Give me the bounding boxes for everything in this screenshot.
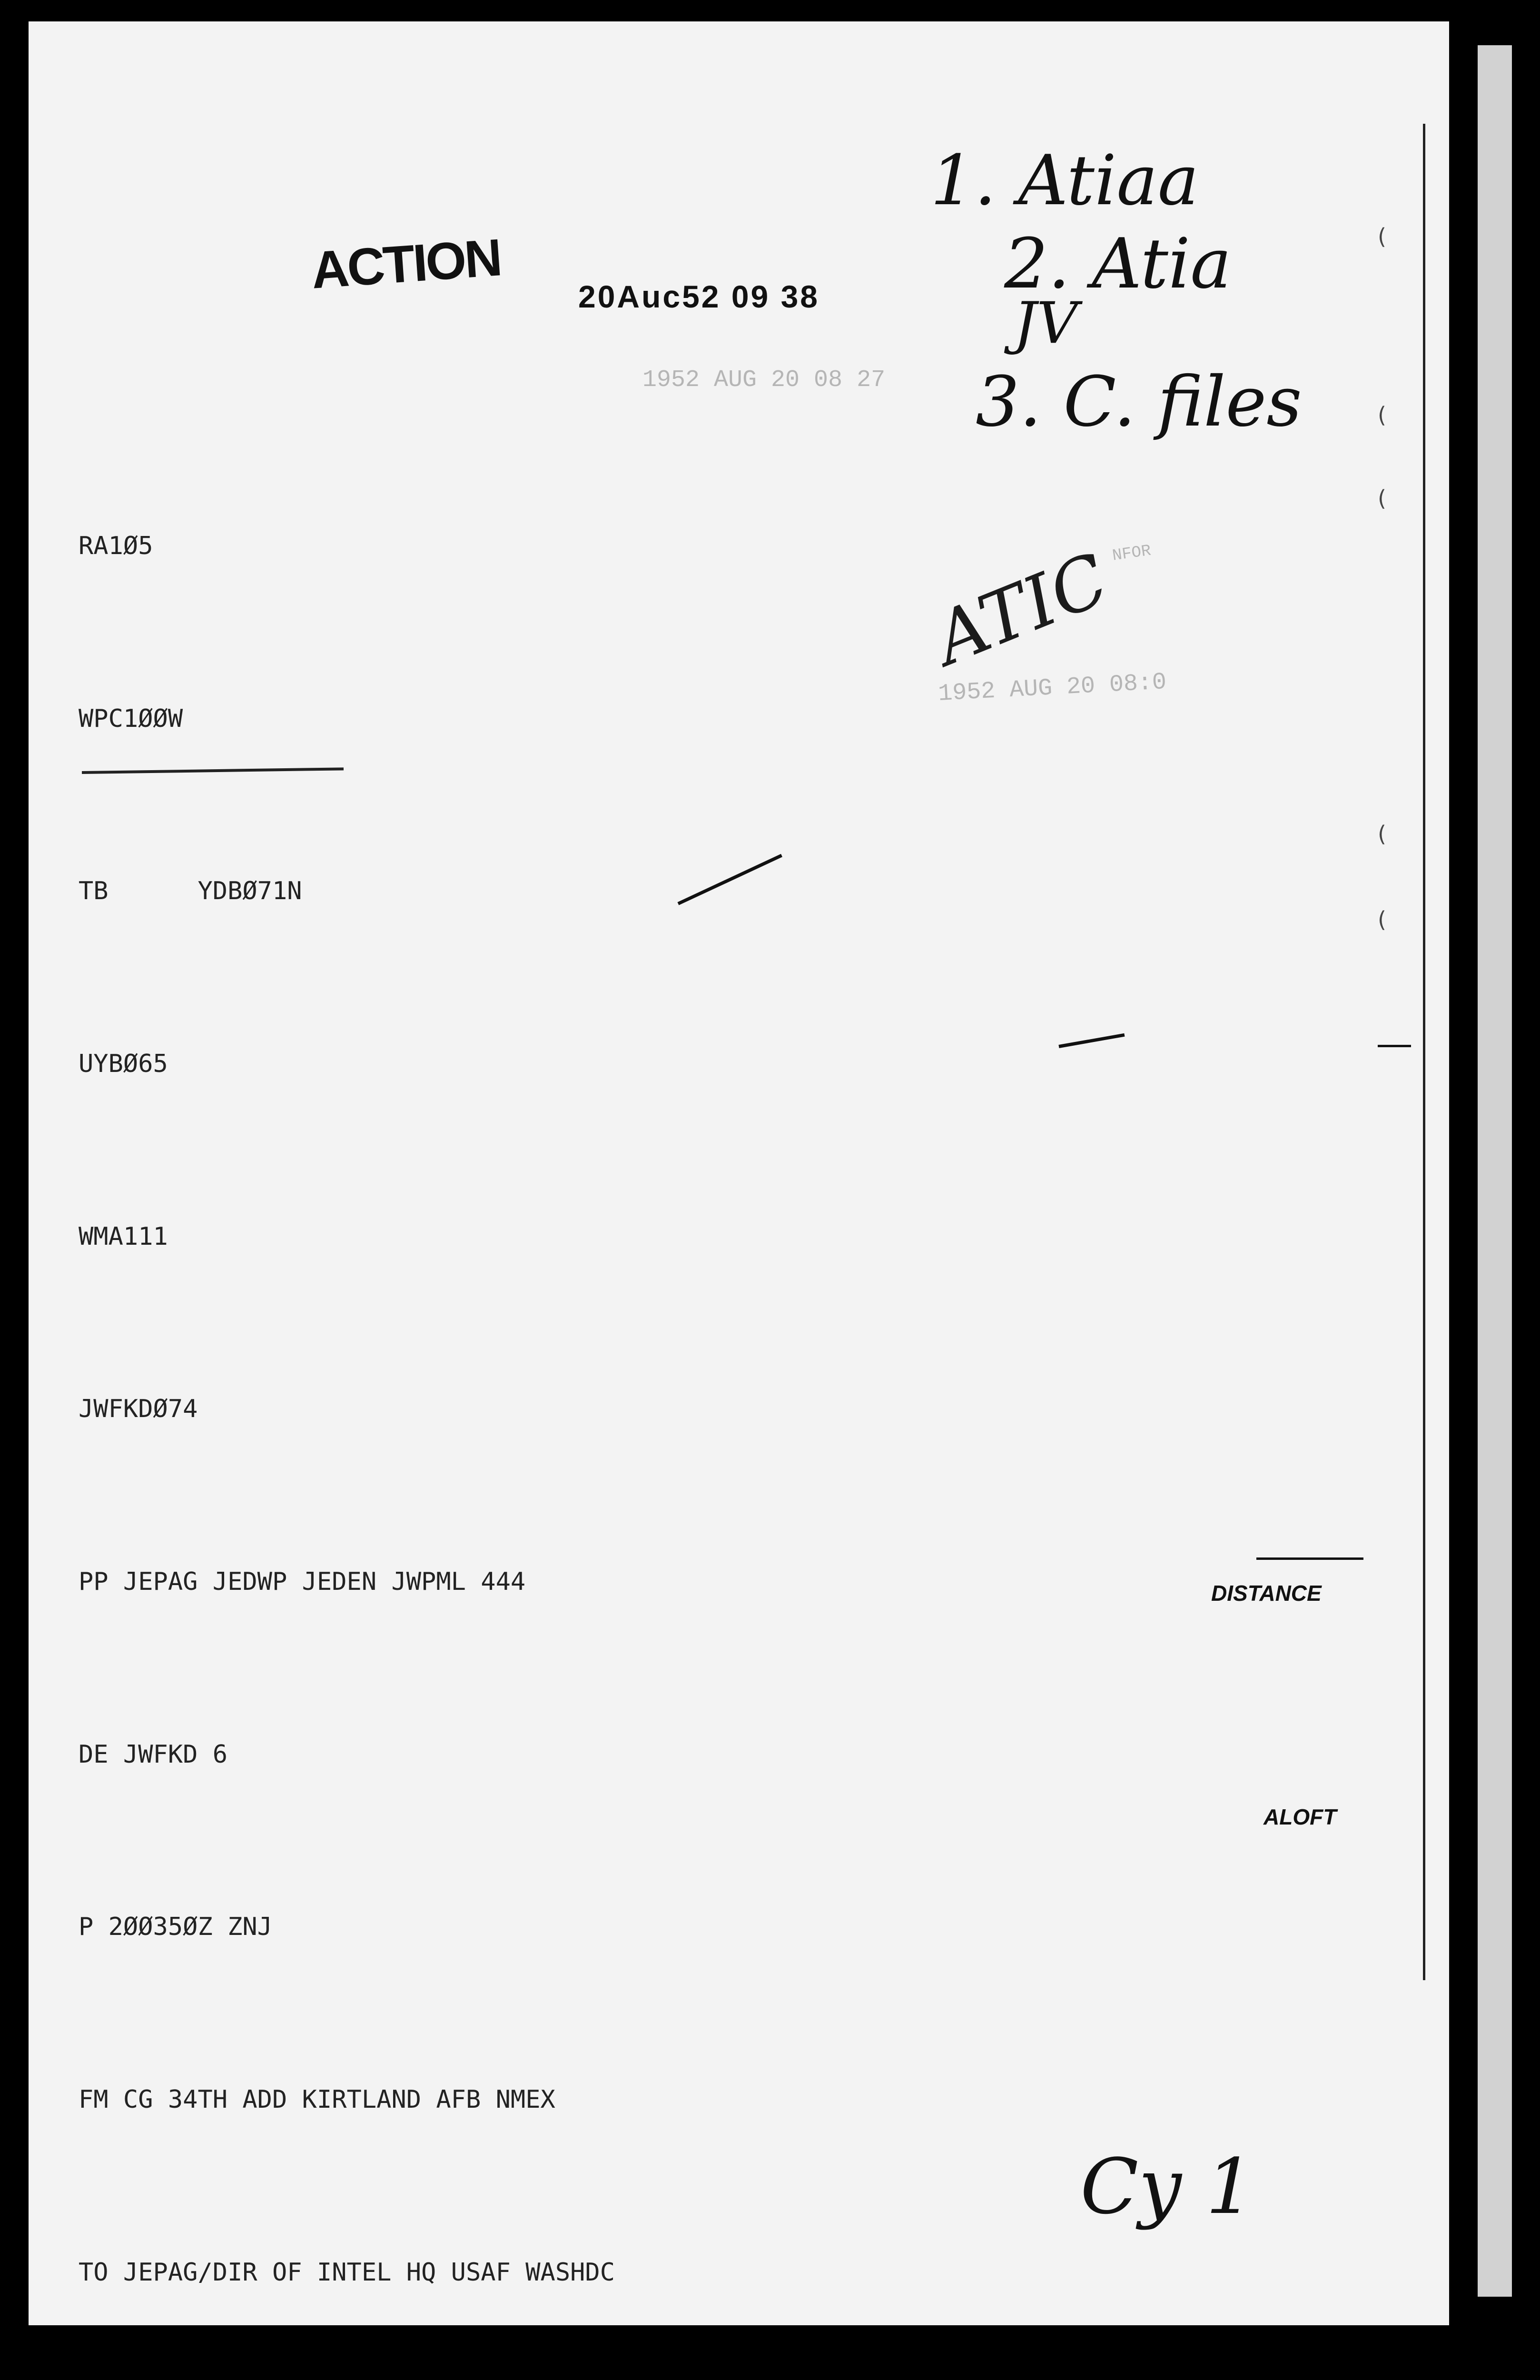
routing-note-2: 2. Atia <box>1004 224 1232 304</box>
message-line: DE JWFKD 6 <box>79 1740 228 1769</box>
message-line: FM CG 34TH ADD KIRTLAND AFB NMEX <box>79 2085 555 2114</box>
message-line: TO JEPAG/DIR OF INTEL HQ USAF WASHDC <box>79 2258 615 2287</box>
faint-received-stamp: 1952 AUG 20 08 27 <box>642 367 886 394</box>
message-line: UYBØ65 <box>79 1049 168 1078</box>
action-stamp: ACTION <box>309 228 503 300</box>
message-body <box>79 402 1196 2380</box>
binding-hole-mark: ( <box>1378 821 1386 847</box>
received-datetime: 20Auc52 09 38 <box>578 279 820 314</box>
message-line: WPC1ØØW <box>79 704 183 733</box>
copy-note: Cy 1 <box>1080 2142 1254 2231</box>
message-line: P 2ØØ35ØZ ZNJ <box>79 1913 272 1942</box>
margin-rule <box>1423 124 1425 1980</box>
message-line: TB YDBØ71N <box>79 877 302 906</box>
routing-note-1: 1. Atiaa <box>930 140 1199 221</box>
message-line: RA1Ø5 <box>79 531 153 560</box>
distance-correction: DISTANCE <box>1211 1581 1322 1606</box>
routing-initials: JV <box>1014 290 1078 357</box>
binding-hole-mark: ( <box>1378 402 1386 428</box>
strike-distance <box>1256 1557 1363 1560</box>
aloft-correction: ALOFT <box>1264 1805 1337 1829</box>
message-line: WMA111 <box>79 1222 168 1251</box>
nfor-mark: NFOR <box>1111 542 1153 565</box>
margin-dash <box>1378 1045 1411 1047</box>
atic-stamp: ATIC <box>923 537 1120 682</box>
page-edge <box>1478 45 1512 2297</box>
message-line: PP JEPAG JEDWP JEDEN JWPML 444 <box>79 1567 526 1597</box>
binding-hole-mark: ( <box>1378 907 1386 932</box>
message-line: JWFKDØ74 <box>79 1395 198 1424</box>
binding-hole-mark: ( <box>1378 486 1386 511</box>
routing-note-3: 3. C. files <box>976 362 1302 442</box>
binding-hole-mark: ( <box>1378 224 1386 249</box>
atic-faint-date: 1952 AUG 20 08:0 <box>938 668 1167 708</box>
